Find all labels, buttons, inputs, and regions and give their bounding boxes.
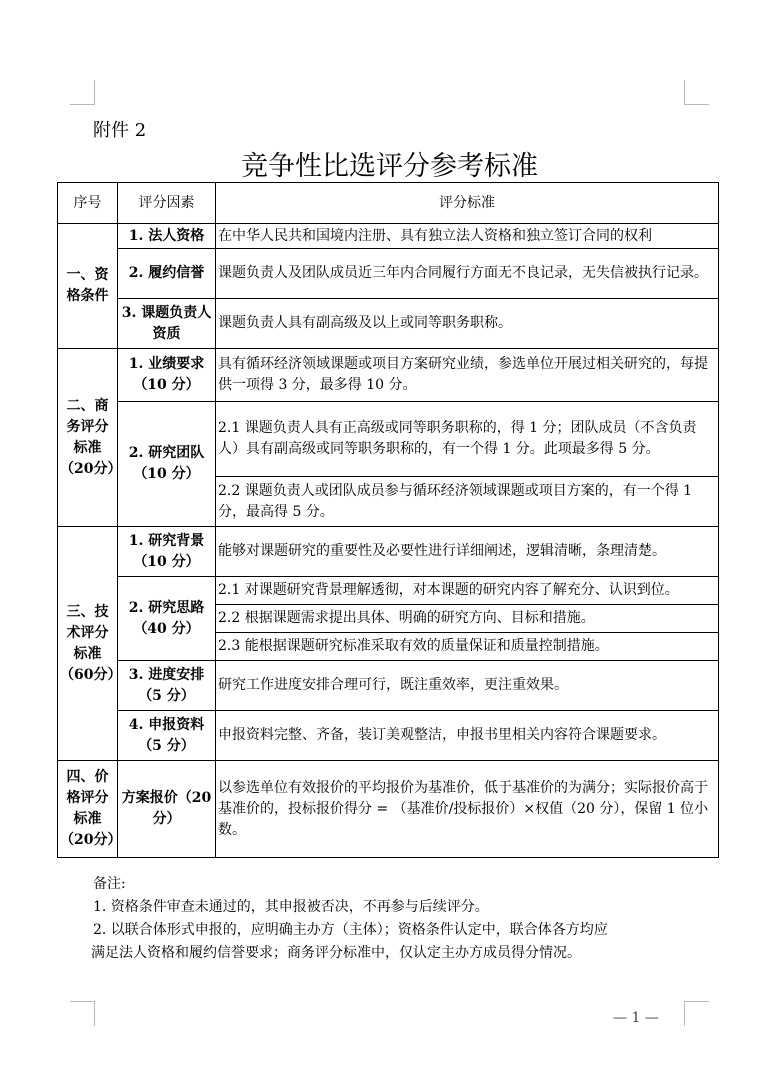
factor-cell: 1. 研究背景（10 分） bbox=[118, 527, 216, 577]
note-item: 2. 以联合体形式申报的，应明确主办方（主体）；资格条件认定中，联合体各方均应 bbox=[93, 922, 608, 938]
notes-heading: 备注: bbox=[93, 876, 126, 892]
crop-mark-top-left bbox=[70, 80, 95, 105]
table-header-row bbox=[58, 183, 719, 224]
factor-cell: 4. 申报资料（5 分） bbox=[118, 711, 216, 761]
table-row bbox=[58, 224, 719, 249]
crop-mark-bottom-right bbox=[684, 1001, 709, 1026]
crop-mark-bottom-left bbox=[70, 1001, 95, 1026]
table-row bbox=[58, 527, 719, 577]
header-index: 序号 bbox=[58, 183, 118, 224]
document-title: 竞争性比选评分参考标准 bbox=[241, 151, 538, 182]
header-standard: 评分标准 bbox=[216, 183, 719, 224]
standard-cell: 在中华人民共和国境内注册、具有独立法人资格和独立签订合同的权利 bbox=[216, 224, 719, 249]
standard-cell: 申报资料完整、齐备，装订美观整洁，申报书里相关内容符合课题要求。 bbox=[216, 711, 719, 761]
standard-cell: 能够对课题研究的重要性及必要性进行详细阐述，逻辑清晰，条理清楚。 bbox=[216, 527, 719, 577]
standard-cell: 课题负责人及团队成员近三年内合同履行方面无不良记录，无失信被执行记录。 bbox=[216, 249, 719, 299]
table-row bbox=[58, 577, 719, 605]
category-cell: 一、资格条件 bbox=[58, 224, 118, 349]
factor-cell: 3. 进度安排（5 分） bbox=[118, 661, 216, 711]
scoring-table bbox=[57, 182, 719, 858]
standard-cell: 2.2 课题负责人或团队成员参与循环经济领域课题或项目方案的，有一个得 1 分，最高得 5 分。 bbox=[216, 477, 719, 527]
standard-cell: 2.3 能根据课题研究标准采取有效的质量保证和质量控制措施。 bbox=[216, 633, 719, 661]
crop-mark-top-right bbox=[684, 80, 709, 105]
factor-cell: 1. 法人资格 bbox=[118, 224, 216, 249]
table-row bbox=[58, 249, 719, 299]
standard-cell: 2.2 根据课题需求提出具体、明确的研究方向、目标和措施。 bbox=[216, 605, 719, 633]
factor-cell: 2. 履约信誉 bbox=[118, 249, 216, 299]
standard-cell: 研究工作进度安排合理可行，既注重效率，更注重效果。 bbox=[216, 661, 719, 711]
table-row bbox=[58, 349, 719, 402]
note-item: 1. 资格条件审查未通过的，其申报被否决，不再参与后续评分。 bbox=[93, 899, 489, 915]
factor-cell: 2. 研究思路（40 分） bbox=[118, 577, 216, 661]
factor-cell: 2. 研究团队（10 分） bbox=[118, 402, 216, 527]
attachment-label: 附件 2 bbox=[93, 120, 147, 141]
page-number: — 1 — bbox=[613, 1010, 659, 1026]
table-row bbox=[58, 711, 719, 761]
table-row bbox=[58, 299, 719, 349]
table-row bbox=[58, 402, 719, 477]
category-cell: 四、价格评分标准（20分） bbox=[58, 761, 118, 858]
category-cell: 二、商务评分标准（20分） bbox=[58, 349, 118, 527]
factor-cell: 3. 课题负责人资质 bbox=[118, 299, 216, 349]
factor-cell: 1. 业绩要求（10 分） bbox=[118, 349, 216, 402]
category-cell: 三、技术评分标准（60分） bbox=[58, 527, 118, 761]
factor-cell: 方案报价（20 分） bbox=[118, 761, 216, 858]
standard-cell: 课题负责人具有副高级及以上或同等职务职称。 bbox=[216, 299, 719, 349]
standard-cell: 以参选单位有效报价的平均报价为基准价，低于基准价的为满分；实际报价高于基准价的，投标报价得分 = （基准价/投标报价）×权值（20 分），保留 1 位小数。 bbox=[216, 761, 719, 858]
standard-cell: 2.1 对课题研究背景理解透彻，对本课题的研究内容了解充分、认识到位。 bbox=[216, 577, 719, 605]
note-item-continued: 满足法人资格和履约信誉要求；商务评分标准中，仅认定主办方成员得分情况。 bbox=[91, 945, 581, 961]
notes-block bbox=[93, 873, 608, 942]
standard-cell: 2.1 课题负责人具有正高级或同等职务职称的，得 1 分；团队成员（不含负责人）具有副高级或同等职务职称的，有一个得 1 分。此项最多得 5 分。 bbox=[216, 402, 719, 477]
table-row bbox=[58, 761, 719, 858]
standard-cell: 具有循环经济领域课题或项目方案研究业绩，参选单位开展过相关研究的，每提供一项得 3 分，最多得 10 分。 bbox=[216, 349, 719, 402]
header-factor: 评分因素 bbox=[118, 183, 216, 224]
table-row bbox=[58, 661, 719, 711]
